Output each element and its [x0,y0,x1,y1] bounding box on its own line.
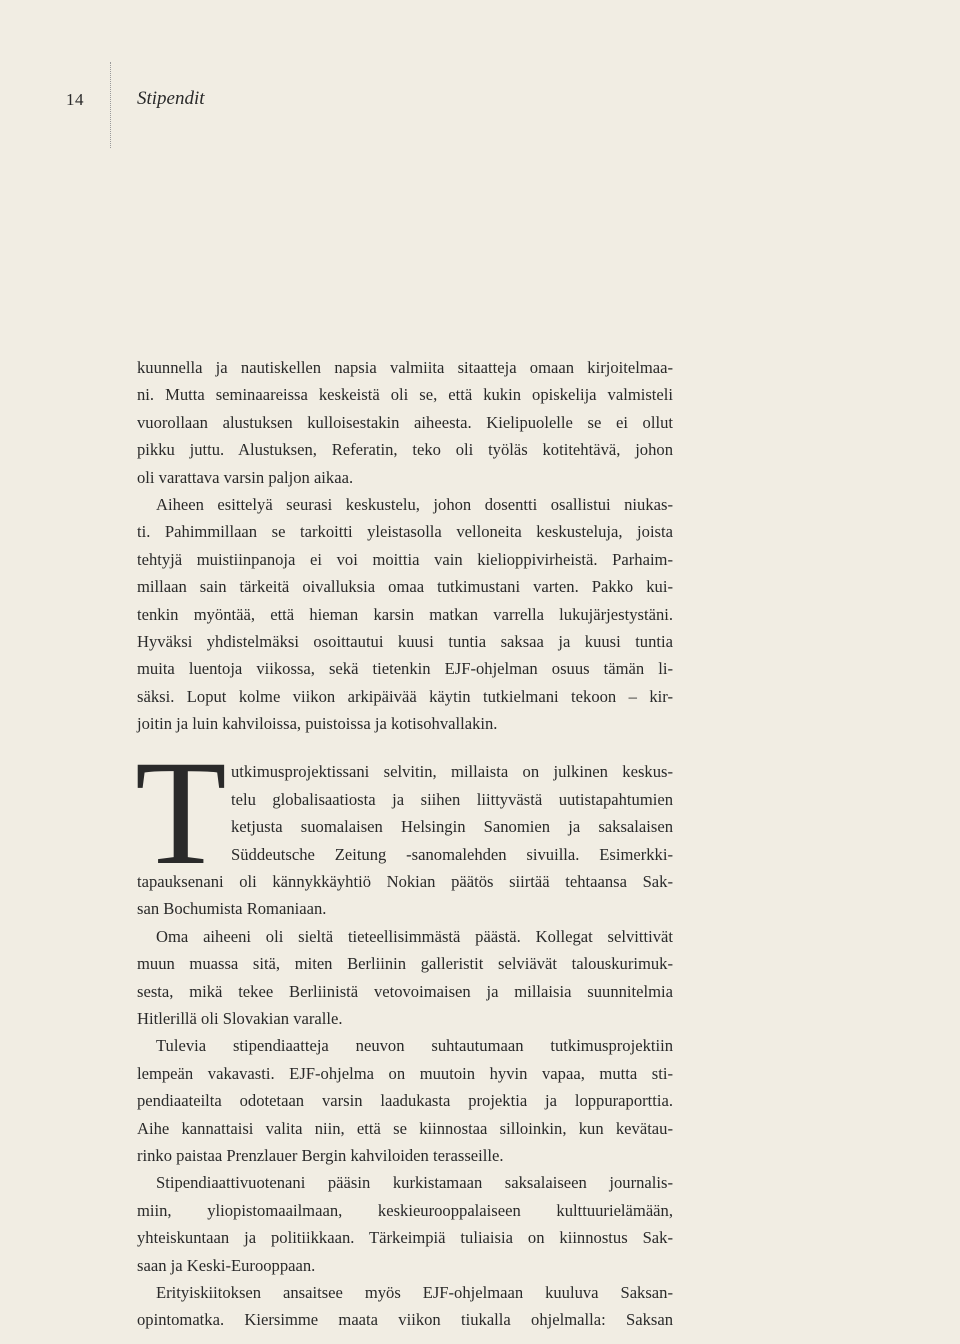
text-line: tenkin myöntää, että hieman karsin matkan varrella lukujärjestystäni. [137,604,673,624]
text-line: san Bochumista Romaniaan. [137,899,327,919]
text-line: oli varattava varsin paljon aikaa. [137,467,354,487]
text-line: säksi. Loput kolme viikon arkipäivää käytin tutkielmani tekoon – kir- [137,686,673,706]
text-line: Aiheen esittelyä seurasi keskustelu, johon dosentti osallistui niukas- [156,494,673,514]
text-line: Süddeutsche Zeitung -sanomalehden sivuilla. Esimerkki- [231,844,673,864]
text-line: Aihe kannattaisi valita niin, että se kiinnostaa silloinkin, kun kevätau- [137,1118,673,1138]
text-line: rinko paistaa Prenzlauer Bergin kahviloiden terasseille. [137,1145,504,1165]
paragraph [137,491,673,738]
text-line: vuorollaan alustuksen kulloisestakin aiheesta. Kielipuolelle se ei ollut [137,412,673,432]
text-line: Erityiskiitoksen ansaitsee myös EJF-ohjelmaan kuuluva Saksan- [156,1282,673,1302]
text-line: Hyväksi yhdistelmäksi osoittautui kuusi tuntia saksaa ja kuusi tuntia [137,631,673,651]
text-line: muita luentoja viikossa, sekä tietenkin EJF-ohjelman osuus tämän li- [137,659,673,679]
text-line: millaan sain tärkeitä oivalluksia omaa tutkimustani varten. Pakko kui- [137,577,673,597]
paragraph [137,1032,673,1169]
text-line: opintomatka. Kiersimme maata viikon tiukalla ohjelmalla: Saksan [137,1310,673,1330]
text-line: miin, yliopistomaailmaan, keskieurooppalaiseen kulttuurielämään, [137,1200,673,1220]
text-line: muun muassa sitä, miten Berliinin galleristit selviävät talouskurimuk- [137,954,673,974]
text-line: lempeän vakavasti. EJF-ohjelma on muutoin hyvin vapaa, mutta sti- [137,1063,673,1083]
text-line: Hitlerillä oli Slovakian varalle. [137,1008,343,1028]
text-line: utkimusprojektissani selvitin, millaista on julkinen keskus- [231,762,673,782]
text-line: Stipendiaattivuotenani pääsin kurkistamaan saksalaiseen journalis- [156,1173,673,1193]
text-line: yhteiskuntaan ja politiikkaan. Tärkeimpiä tuliaisia on kiinnostus Sak- [137,1228,673,1248]
article-body [137,354,673,1334]
page-number: 14 [66,90,84,109]
running-title: Stipendit [137,88,205,109]
paragraph [137,1279,673,1334]
text-line: sesta, mikä tekee Berliinistä vetovoimaisen ja millaisia suunnitelmia [137,981,673,1001]
text-line: kuunnella ja nautiskellen napsia valmiita sitaatteja omaan kirjoitelmaa- [137,358,673,377]
text-line: pendiaateilta odotetaan varsin laadukasta projektia ja loppuraporttia. [137,1091,673,1111]
text-line: joitin ja luin kahviloissa, puistoissa ja kotisohvallakin. [137,714,498,734]
text-line: tehtyjä muistiinpanoja ei voi moittia vain kielioppivirheistä. Parhaim- [137,549,673,569]
text-line: pikku juttu. Alustuksen, Referatin, teko oli työläs kotitehtävä, johon [137,440,673,460]
header-divider [110,62,111,148]
text-line: ketjusta suomalaisen Helsingin Sanomien ja saksalaisen [231,817,673,837]
text-line: saan ja Keski-Eurooppaan. [137,1255,316,1275]
drop-cap-letter: T [135,730,227,897]
text-line: ni. Mutta seminaareissa keskeistä oli se, että kukin opiskelija valmisteli [137,385,673,405]
paragraph-continuation [137,354,673,491]
page-header [0,62,960,148]
text-line: tapauksenani oli kännykkäyhtiö Nokian päätös siirtää tehtaansa Sak- [137,872,673,892]
paragraph [137,923,673,1033]
text-line: telu globalisaatiosta ja siihen liittyvästä uutistapahtumien [231,789,673,809]
dropcap-paragraph [135,730,673,922]
text-line: ti. Pahimmillaan se tarkoitti yleistasolla velloneita keskusteluja, joista [137,522,673,542]
paragraph [137,1169,673,1279]
text-line: Tulevia stipendiaatteja neuvon suhtautumaan tutkimusprojektiin [156,1036,673,1056]
text-line: Oma aiheeni oli sieltä tieteellisimmästä päästä. Kollegat selvittivät [156,926,673,946]
